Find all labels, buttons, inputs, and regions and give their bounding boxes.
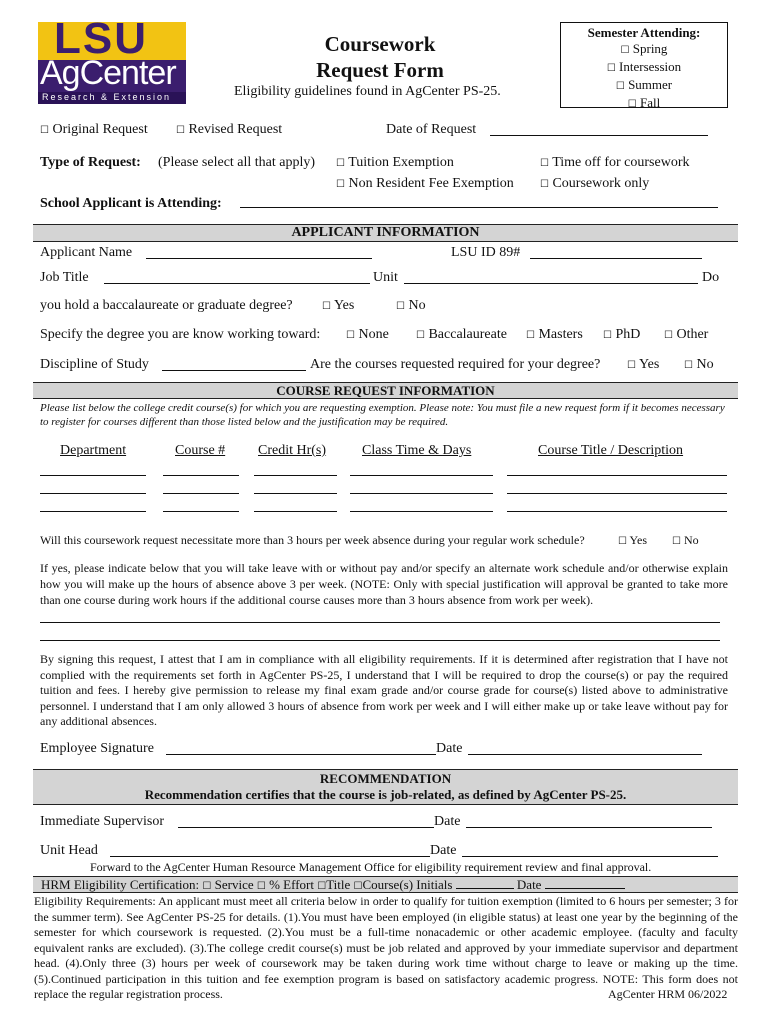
col-course-number: Course # <box>175 443 226 458</box>
checkbox-icon: ☐ <box>627 99 637 110</box>
degree-no-option[interactable]: ☐ No <box>396 298 426 313</box>
course-cell[interactable] <box>350 511 493 512</box>
do-text: Do <box>702 270 720 285</box>
date-of-request-label: Date of Request <box>386 122 477 137</box>
unit-head-date-label: Date <box>430 843 457 858</box>
course-instructions: Please list below the college credit course(s) for which you are requesting exemption. Please note: You must file a new request form if it becomes necessary to register for courses different than those listed below and the justification may be required. <box>40 402 725 428</box>
hrm-date-label: Date <box>516 877 542 892</box>
course-cell[interactable] <box>40 475 146 476</box>
degree-none-option[interactable]: ☐ None <box>346 327 389 342</box>
absence-yes-option[interactable]: ☐ Yes <box>618 533 647 547</box>
logo-tagline: Research & Extension <box>42 92 172 102</box>
course-cell[interactable] <box>350 493 493 494</box>
degree-yes-option[interactable]: ☐ Yes <box>322 298 355 313</box>
hrm-certification-bar <box>33 876 738 893</box>
semester-intersession[interactable]: ☐ Intersession <box>606 59 682 74</box>
course-cell[interactable] <box>254 475 337 476</box>
time-off-option[interactable]: ☐ Time off for coursework <box>540 155 690 170</box>
checkbox-icon: ☐ <box>627 360 636 371</box>
employee-signature-field[interactable] <box>166 754 436 755</box>
hrm-effort-option[interactable]: ☐ % Effort <box>256 877 314 892</box>
hrm-title-option[interactable]: ☐Title <box>317 877 351 892</box>
col-department: Department <box>60 443 127 458</box>
type-of-request-note: (Please select all that apply) <box>158 155 316 170</box>
school-field[interactable] <box>240 207 718 208</box>
applicant-info-heading: APPLICANT INFORMATION <box>33 224 738 242</box>
hrm-date-field[interactable] <box>545 877 625 889</box>
semester-fall[interactable]: ☐ Fall <box>627 95 661 110</box>
nonresident-fee-option[interactable]: ☐ Non Resident Fee Exemption <box>336 176 514 191</box>
col-course-title: Course Title / Description <box>538 443 684 458</box>
checkbox-icon: ☐ <box>540 179 549 190</box>
lsu-id-label: LSU ID 89# <box>451 245 521 260</box>
applicant-name-label: Applicant Name <box>40 245 133 260</box>
col-class-time: Class Time & Days <box>362 443 472 458</box>
explanation-line-1[interactable] <box>40 622 720 623</box>
course-cell[interactable] <box>40 493 146 494</box>
degree-phd-option[interactable]: ☐ PhD <box>603 327 641 342</box>
recommendation-heading-block <box>33 769 738 805</box>
semester-spring[interactable]: ☐ Spring <box>620 41 668 56</box>
tuition-exemption-option[interactable]: ☐ Tuition Exemption <box>336 155 454 170</box>
hrm-initials-field[interactable] <box>456 877 514 889</box>
semester-box <box>560 22 728 108</box>
attestation-text: By signing this request, I attest that I am in compliance with all eligibility requirements. If it is determined after registration that I have not complied with the requirements set forth in AgCenter PS-25, I understand that I will be required to drop the course(s) or pay the required tuition and fees. I hereby give permission to release my final exam grade and/or course grade for course(s) listed above to administrative personnel. I understand that I am only allowed 3 hours of absence from work per week and I will either make up or take leave without pay for any additional absences. <box>40 652 728 729</box>
revised-request-option[interactable]: ☐ Revised Request <box>176 122 283 137</box>
required-no-option[interactable]: ☐ No <box>684 357 714 372</box>
checkbox-icon: ☐ <box>40 125 49 136</box>
original-request-option[interactable]: ☐ Original Request <box>40 122 148 137</box>
job-title-field[interactable] <box>104 283 370 284</box>
hrm-label: HRM Eligibility Certification: <box>41 877 200 892</box>
checkbox-icon: ☐ <box>322 301 331 312</box>
unit-head-label: Unit Head <box>40 843 98 858</box>
hrm-initials-label: Initials <box>416 877 453 892</box>
course-cell[interactable] <box>350 475 493 476</box>
form-title-line1: Coursework <box>324 32 436 56</box>
discipline-label: Discipline of Study <box>40 357 149 372</box>
supervisor-date-field[interactable] <box>466 827 712 828</box>
checkbox-icon: ☐ <box>336 158 345 169</box>
applicant-name-field[interactable] <box>146 258 372 259</box>
checkbox-icon: ☐ <box>202 881 212 892</box>
course-cell[interactable] <box>507 475 727 476</box>
checkbox-icon: ☐ <box>353 881 363 892</box>
checkbox-icon: ☐ <box>526 330 535 341</box>
supervisor-label: Immediate Supervisor <box>40 814 165 829</box>
checkbox-icon: ☐ <box>664 330 673 341</box>
unit-head-signature-field[interactable] <box>110 856 430 857</box>
checkbox-icon: ☐ <box>540 158 549 169</box>
checkbox-icon: ☐ <box>606 63 616 74</box>
lsu-id-field[interactable] <box>530 258 702 259</box>
absence-no-option[interactable]: ☐ No <box>672 533 699 547</box>
checkbox-icon: ☐ <box>672 536 681 547</box>
course-cell[interactable] <box>254 511 337 512</box>
checkbox-icon: ☐ <box>317 881 327 892</box>
specify-degree-question: Specify the degree you are know working toward: <box>40 327 321 342</box>
coursework-only-option[interactable]: ☐ Coursework only <box>540 176 650 191</box>
checkbox-icon: ☐ <box>346 330 355 341</box>
absence-question: Will this coursework request necessitate more than 3 hours per week absence during your regular work schedule? <box>40 533 585 547</box>
explanation-line-2[interactable] <box>40 640 720 641</box>
eligibility-note: Eligibility guidelines found in AgCenter PS-25. <box>234 84 501 99</box>
checkbox-icon: ☐ <box>256 881 266 892</box>
date-of-request-field[interactable] <box>490 135 708 136</box>
form-code: AgCenter HRM 06/2022 <box>604 987 727 1002</box>
course-cell[interactable] <box>254 493 337 494</box>
type-of-request-label: Type of Request: <box>40 155 141 170</box>
unit-label: Unit <box>373 270 398 285</box>
checkbox-icon: ☐ <box>416 330 425 341</box>
col-credit-hours: Credit Hr(s) <box>258 443 327 458</box>
unit-field[interactable] <box>404 283 698 284</box>
checkbox-icon: ☐ <box>684 360 693 371</box>
employee-date-label: Date <box>436 741 463 756</box>
semester-summer[interactable]: ☐ Summer <box>615 77 673 92</box>
checkbox-icon: ☐ <box>615 81 625 92</box>
course-cell[interactable] <box>163 493 239 494</box>
checkbox-icon: ☐ <box>176 125 185 136</box>
discipline-field[interactable] <box>162 370 306 371</box>
checkbox-icon: ☐ <box>603 330 612 341</box>
forward-note: Forward to the AgCenter Human Resource Management Office for eligibility requirement review and final approval. <box>90 860 652 874</box>
required-yes-option[interactable]: ☐ Yes <box>627 357 660 372</box>
degree-question: you hold a baccalaureate or graduate degree? <box>40 298 293 313</box>
if-yes-instructions: If yes, please indicate below that you will take leave with or without pay and/or specify an alternate work schedule and/or otherwise explain how you will make up the hours of absence above 3 per week. (NOTE: Only with special justification will approval be granted to take more than one course during work hours if the additional course causes more than 3 hours absence from work per week). <box>40 561 728 607</box>
required-question: Are the courses requested required for your degree? <box>310 357 601 372</box>
course-info-heading: COURSE REQUEST INFORMATION <box>33 382 738 399</box>
degree-baccalaureate-option[interactable]: ☐ Baccalaureate <box>416 327 507 342</box>
logo-lsu: LSU <box>54 14 148 63</box>
recommendation-heading: RECOMMENDATION <box>319 771 452 786</box>
unit-head-date-field[interactable] <box>462 856 718 857</box>
supervisor-date-label: Date <box>434 814 461 829</box>
checkbox-icon: ☐ <box>620 45 630 56</box>
degree-masters-option[interactable]: ☐ Masters <box>526 327 583 342</box>
course-cell[interactable] <box>163 475 239 476</box>
checkbox-icon: ☐ <box>336 179 345 190</box>
hrm-courses-option[interactable]: ☐Course(s) <box>353 877 414 892</box>
agcenter-logo <box>38 14 186 104</box>
form-title-line2: Request Form <box>316 58 444 82</box>
logo-agcenter: AgCenter <box>40 54 176 92</box>
course-cell[interactable] <box>507 511 727 512</box>
employee-date-field[interactable] <box>468 754 702 755</box>
hrm-service-option[interactable]: ☐ Service <box>202 877 254 892</box>
course-cell[interactable] <box>163 511 239 512</box>
employee-signature-label: Employee Signature <box>40 741 154 756</box>
course-cell[interactable] <box>40 511 146 512</box>
supervisor-signature-field[interactable] <box>178 827 434 828</box>
checkbox-icon: ☐ <box>396 301 405 312</box>
course-cell[interactable] <box>507 493 727 494</box>
recommendation-subheading: Recommendation certifies that the course is job-related, as defined by AgCenter PS-25. <box>144 787 627 802</box>
checkbox-icon: ☐ <box>618 536 627 547</box>
job-title-label: Job Title <box>40 270 89 285</box>
degree-other-option[interactable]: ☐ Other <box>664 327 709 342</box>
school-label: School Applicant is Attending: <box>40 196 222 211</box>
eligibility-requirements: Eligibility Requirements: An applicant must meet all criteria below in order to qualify for tuition exemption (limited to 6 hours per semester; 3 for the summer term). See AgCenter PS-25 for details. (1).You must have been employed (in eligible status) at least one year by the beginning of the semester for which coursework is requested. (2).You must be a full-time nonacademic or other academic employee. (faculty and faculty equivalent ranks are excluded). (3).The college credit course(s) must be job related and approved by your immediate supervisor and department head. (4).Only three (3) hours per week of coursework may be taken during work time without charge to leave or making up the time. (5).Continued participation in this tuition and fee exemption program is based on satisfactory academic progress. NOTE: This form does not replace the regular registration process. <box>34 894 738 1001</box>
semester-title: Semester Attending: <box>587 25 701 40</box>
